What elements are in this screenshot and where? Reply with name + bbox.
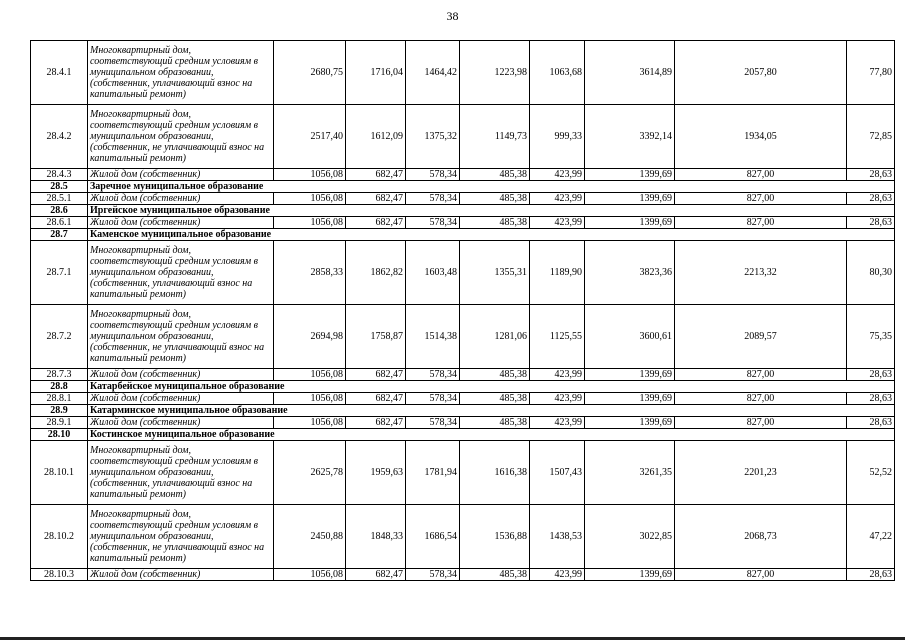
row-value: 1189,90 [530,241,585,305]
row-value: 682,47 [346,369,406,381]
row-value: 423,99 [530,193,585,205]
row-value: 1063,68 [530,41,585,105]
row-code: 28.4.3 [31,169,88,181]
row-value: 1056,08 [274,569,346,581]
row-value: 28,63 [847,369,895,381]
row-value: 28,63 [847,217,895,229]
row-value: 3392,14 [585,105,675,169]
row-value: 423,99 [530,169,585,181]
row-code: 28.10.1 [31,441,88,505]
row-value: 1464,42 [406,41,460,105]
row-name: Многоквартирный дом, соответствующий средним условиям в муниципальном образовании, (собственник, уплачивающий взнос на капитальный ремонт) [88,41,274,105]
row-value: 682,47 [346,193,406,205]
row-value: 827,00 [675,417,847,429]
table-row [31,217,895,229]
section-header-row [31,429,895,441]
row-value: 1536,88 [460,505,530,569]
row-value: 1399,69 [585,193,675,205]
row-name: Жилой дом (собственник) [88,569,274,581]
section-header-row [31,229,895,241]
row-value: 1056,08 [274,393,346,405]
row-value: 2068,73 [675,505,847,569]
row-code: 28.10.3 [31,569,88,581]
section-title: Катарбейское муниципальное образование [88,381,895,393]
row-value: 827,00 [675,569,847,581]
row-value: 1056,08 [274,169,346,181]
row-name: Жилой дом (собственник) [88,417,274,429]
row-value: 2201,23 [675,441,847,505]
row-value: 682,47 [346,217,406,229]
row-name: Жилой дом (собственник) [88,369,274,381]
row-name: Жилой дом (собственник) [88,169,274,181]
row-value: 423,99 [530,417,585,429]
row-value: 1355,31 [460,241,530,305]
row-name: Многоквартирный дом, соответствующий средним условиям в муниципальном образовании, (собственник, не уплачивающий взнос на капитальный ремонт) [88,505,274,569]
row-name: Жилой дом (собственник) [88,393,274,405]
row-value: 1223,98 [460,41,530,105]
table-row [31,193,895,205]
row-value: 52,52 [847,441,895,505]
row-value: 1848,33 [346,505,406,569]
row-value: 578,34 [406,169,460,181]
row-value: 485,38 [460,193,530,205]
row-code: 28.7.3 [31,369,88,381]
table-row [31,417,895,429]
row-value: 827,00 [675,369,847,381]
row-code: 28.5.1 [31,193,88,205]
section-code: 28.5 [31,181,88,193]
row-value: 827,00 [675,217,847,229]
row-value: 1056,08 [274,369,346,381]
row-value: 1514,38 [406,305,460,369]
table-row [31,169,895,181]
row-code: 28.9.1 [31,417,88,429]
row-value: 578,34 [406,369,460,381]
row-value: 423,99 [530,369,585,381]
row-value: 485,38 [460,169,530,181]
row-value: 1399,69 [585,217,675,229]
table-row [31,505,895,569]
row-value: 80,30 [847,241,895,305]
section-code: 28.7 [31,229,88,241]
row-name: Многоквартирный дом, соответствующий средним условиям в муниципальном образовании, (собственник, не уплачивающий взнос на капитальный ремонт) [88,105,274,169]
row-value: 28,63 [847,393,895,405]
row-value: 1781,94 [406,441,460,505]
table-row [31,105,895,169]
row-value: 2057,80 [675,41,847,105]
table-row [31,441,895,505]
table-row [31,241,895,305]
row-value: 1612,09 [346,105,406,169]
row-value: 1125,55 [530,305,585,369]
table-row [31,305,895,369]
row-name: Жилой дом (собственник) [88,217,274,229]
row-value: 47,22 [847,505,895,569]
section-title: Иргейское муниципальное образование [88,205,895,217]
row-code: 28.7.2 [31,305,88,369]
row-value: 578,34 [406,569,460,581]
page-number: 38 [446,9,459,23]
row-name: Жилой дом (собственник) [88,193,274,205]
section-title: Заречное муниципальное образование [88,181,895,193]
row-value: 3823,36 [585,241,675,305]
row-value: 485,38 [460,393,530,405]
row-value: 999,33 [530,105,585,169]
row-code: 28.4.2 [31,105,88,169]
row-value: 1056,08 [274,417,346,429]
row-value: 578,34 [406,193,460,205]
row-value: 2858,33 [274,241,346,305]
row-value: 28,63 [847,193,895,205]
row-value: 1686,54 [406,505,460,569]
row-value: 3261,35 [585,441,675,505]
row-value: 682,47 [346,169,406,181]
row-value: 1149,73 [460,105,530,169]
row-value: 3600,61 [585,305,675,369]
row-value: 485,38 [460,569,530,581]
table-row [31,569,895,581]
section-code: 28.9 [31,405,88,417]
table-row [31,41,895,105]
row-code: 28.8.1 [31,393,88,405]
row-value: 1056,08 [274,193,346,205]
row-value: 1959,63 [346,441,406,505]
row-value: 75,35 [847,305,895,369]
row-value: 485,38 [460,417,530,429]
row-value: 423,99 [530,393,585,405]
row-value: 827,00 [675,169,847,181]
row-value: 2680,75 [274,41,346,105]
row-name: Многоквартирный дом, соответствующий средним условиям в муниципальном образовании, (собственник, уплачивающий взнос на капитальный ремонт) [88,241,274,305]
row-value: 423,99 [530,217,585,229]
section-title: Каменское муниципальное образование [88,229,895,241]
section-title: Костинское муниципальное образование [88,429,895,441]
row-value: 682,47 [346,569,406,581]
row-value: 2517,40 [274,105,346,169]
row-value: 3614,89 [585,41,675,105]
section-code: 28.8 [31,381,88,393]
row-code: 28.4.1 [31,41,88,105]
row-value: 485,38 [460,217,530,229]
row-value: 682,47 [346,417,406,429]
row-value: 1616,38 [460,441,530,505]
row-value: 2089,57 [675,305,847,369]
row-value: 578,34 [406,417,460,429]
section-header-row [31,205,895,217]
row-value: 578,34 [406,393,460,405]
row-value: 1758,87 [346,305,406,369]
row-value: 1603,48 [406,241,460,305]
row-name: Многоквартирный дом, соответствующий средним условиям в муниципальном образовании, (собственник, уплачивающий взнос на капитальный ремонт) [88,441,274,505]
row-value: 72,85 [847,105,895,169]
row-value: 2450,88 [274,505,346,569]
row-code: 28.7.1 [31,241,88,305]
row-value: 1716,04 [346,41,406,105]
row-value: 2213,32 [675,241,847,305]
tariff-table [30,40,895,581]
row-value: 1375,32 [406,105,460,169]
row-code: 28.6.1 [31,217,88,229]
row-value: 1862,82 [346,241,406,305]
row-value: 423,99 [530,569,585,581]
row-value: 1399,69 [585,169,675,181]
section-title: Катарминское муниципальное образование [88,405,895,417]
row-value: 682,47 [346,393,406,405]
row-value: 1399,69 [585,417,675,429]
row-value: 1507,43 [530,441,585,505]
row-value: 3022,85 [585,505,675,569]
section-header-row [31,381,895,393]
row-value: 1934,05 [675,105,847,169]
row-value: 1399,69 [585,393,675,405]
section-code: 28.10 [31,429,88,441]
row-value: 827,00 [675,193,847,205]
table-row [31,369,895,381]
section-code: 28.6 [31,205,88,217]
section-header-row [31,405,895,417]
row-value: 1056,08 [274,217,346,229]
row-value: 827,00 [675,393,847,405]
row-value: 1399,69 [585,569,675,581]
row-value: 28,63 [847,569,895,581]
row-value: 485,38 [460,369,530,381]
section-header-row [31,181,895,193]
row-value: 77,80 [847,41,895,105]
row-value: 578,34 [406,217,460,229]
row-value: 2694,98 [274,305,346,369]
row-code: 28.10.2 [31,505,88,569]
row-value: 1399,69 [585,369,675,381]
row-value: 28,63 [847,169,895,181]
row-value: 28,63 [847,417,895,429]
row-name: Многоквартирный дом, соответствующий средним условиям в муниципальном образовании, (собственник, не уплачивающий взнос на капитальный ремонт) [88,305,274,369]
row-value: 1281,06 [460,305,530,369]
row-value: 2625,78 [274,441,346,505]
row-value: 1438,53 [530,505,585,569]
table-row [31,393,895,405]
